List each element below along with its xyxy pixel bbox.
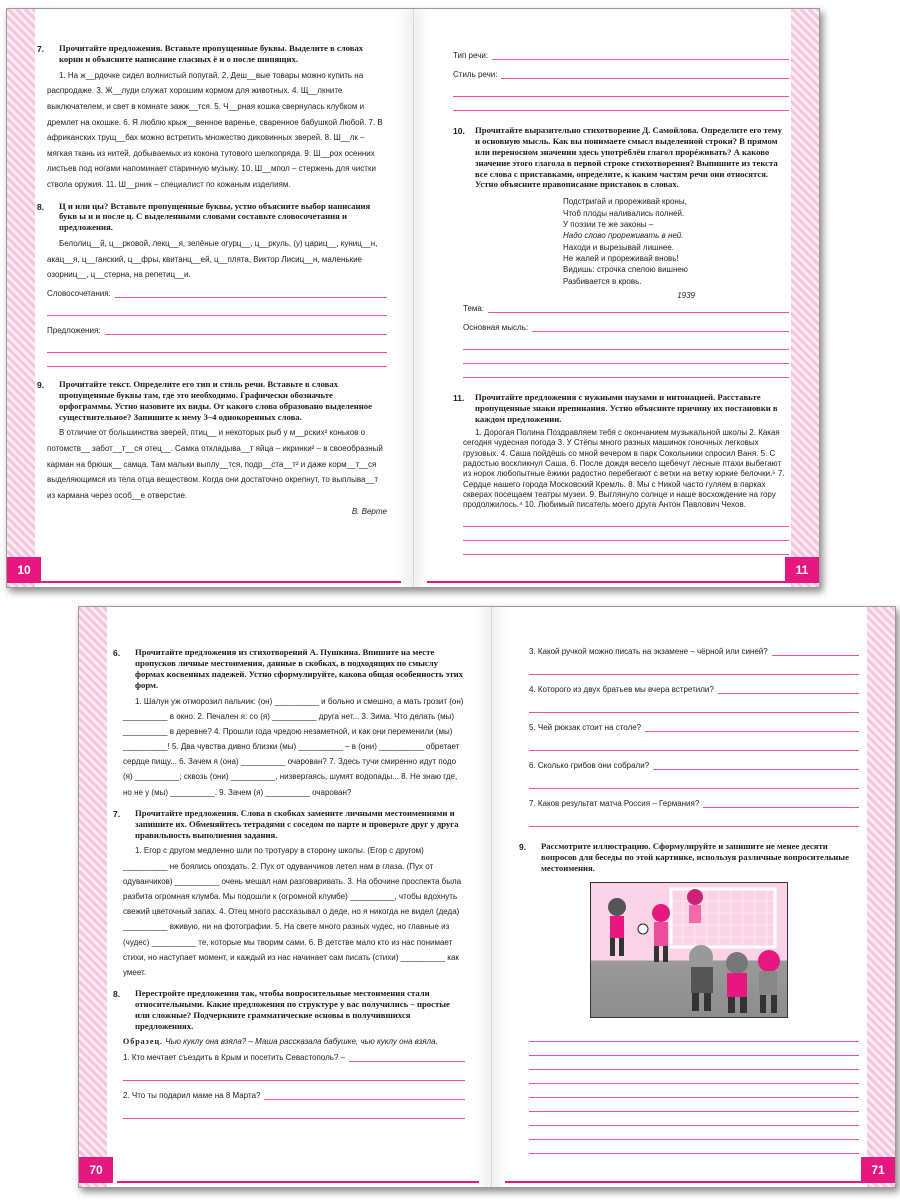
question-text: 4. Которого из двух братьев мы вчера встретили?	[529, 685, 714, 694]
right-margin-stripe	[867, 607, 895, 1187]
answer-line[interactable]	[463, 336, 789, 350]
exercise-number: 9.	[37, 379, 45, 390]
answer-line[interactable]	[123, 1068, 465, 1081]
exercise-text: Белолиц__й, ц__рковой, лекц__я, зелёные огурц__, ц__ркуль, (у) цариц__, куниц__н, акац__я, ц__ганский, ц__фры, квитанц__ей, ц__плята, Виктор Лисиц__н, маленькие озорниц__, ц__стерна, на репетиц__и.	[47, 239, 378, 280]
answer-line-phrases[interactable]	[47, 289, 387, 298]
sample-text: Чью куклу она взяла? – Маша рассказала бабушке, чью куклу она взяла.	[165, 1036, 438, 1046]
question-text: 7. Каков результат матча Россия – Германия?	[529, 799, 700, 808]
poem-line: Находи и вырезывай лишнее.	[563, 242, 674, 252]
exercise-number: 8.	[37, 201, 45, 212]
footer-rule	[427, 581, 785, 583]
exercise-11	[453, 392, 789, 555]
poem-line: У поэзии те же законы –	[563, 219, 654, 229]
question-3[interactable]	[529, 647, 859, 656]
exercise-7	[37, 43, 387, 193]
answer-line[interactable]	[529, 738, 859, 751]
exercise-7	[113, 808, 465, 980]
answer-line-type[interactable]	[453, 51, 789, 60]
answer-line[interactable]	[529, 1098, 859, 1112]
answer-line[interactable]	[47, 353, 387, 367]
footer-rule	[117, 1181, 479, 1183]
answer-label: Стиль речи:	[453, 70, 498, 79]
question-4[interactable]	[529, 685, 859, 694]
answer-line[interactable]	[463, 541, 789, 555]
answer-line[interactable]	[463, 527, 789, 541]
page-11	[453, 9, 789, 587]
exercise-task: Прочитайте предложения из стихотворений А. Пушкина. Впишите на месте пропусков личные местоимения, данные в скобках, в подходящих по смыслу формах косвенных падежей. Устно сформулируйте, какова общая особенность этих форм.	[135, 647, 463, 690]
poem-line: Не жалей и прореживай вновь!	[563, 254, 679, 264]
page-number-70: 70	[79, 1157, 113, 1183]
question-7[interactable]	[529, 799, 859, 808]
answer-line[interactable]	[453, 83, 789, 97]
textbook-spread-pages-70-71	[78, 606, 896, 1188]
text-author: В. Верте	[351, 507, 387, 517]
answer-line[interactable]	[463, 513, 789, 527]
exercise-number: 9.	[519, 842, 527, 852]
answer-line[interactable]	[463, 364, 789, 378]
answer-line[interactable]	[529, 1126, 859, 1140]
answer-label: Словосочетания:	[47, 288, 111, 298]
answer-line[interactable]	[529, 1056, 859, 1070]
answer-line[interactable]	[47, 339, 387, 353]
exercise-task: Прочитайте выразительно стихотворение Д. Самойлова. Определите его тему и основную мысль. Как вы понимаете смысл выделенной строки? В прямом или переносном значении здесь употреблён глагол прорéживать? А каково значение этого глагола в первой строке стихотворения? Выпишите из текста все слова с приставками, определите, к каким частям речи они относятся. Устно объясните правописание приставок в словах.	[475, 125, 782, 190]
answer-line-theme[interactable]	[463, 304, 789, 313]
exercise-6	[113, 647, 465, 800]
answer-line[interactable]	[529, 1042, 859, 1056]
left-margin-stripe	[7, 9, 35, 587]
answer-line[interactable]	[529, 662, 859, 675]
answer-line[interactable]	[463, 350, 789, 364]
poem-line: Видишь: строчка спелою вишнею	[563, 265, 688, 275]
answer-line[interactable]	[529, 1084, 859, 1098]
page-71	[519, 607, 859, 1187]
poem-line: Подстригай и прореживай кроны,	[563, 197, 687, 207]
question-2[interactable]	[123, 1091, 465, 1100]
exercise-8	[113, 988, 465, 1119]
question-text: 3. Какой ручкой можно писать на экзамене – чёрной или синей?	[529, 647, 768, 656]
poem-year: 1939	[677, 291, 695, 301]
answer-line-main-idea[interactable]	[463, 323, 789, 332]
exercise-task: Рассмотрите иллюстрацию. Сформулируйте и запишите не менее десяти вопросов для беседы по этой картинке, используя различные вопросительные местоимения.	[541, 841, 849, 873]
poem-line: Чтоб плоды наливались полней.	[563, 208, 685, 218]
answer-line[interactable]	[529, 700, 859, 713]
question-text: 1. Кто мечтает съездить в Крым и посетить Севастополь? –	[123, 1052, 346, 1062]
answer-label: Основная мысль:	[463, 323, 529, 333]
exercise-8	[37, 201, 387, 367]
page-10	[37, 9, 387, 587]
poem-line-highlighted: Надо слово прореживать в ней.	[563, 231, 684, 241]
exercise-text: 1. Егор с другом медленно шли по тротуару в сторону школы. (Егор с другом) __________ не боялись опоздать. 2. Пух от одуванчиков летел нам в глаза. (Пух от одуванчиков) __________ очень мешал нам разговаривать. 3. На обочине проспекта была разбита огромная клумба. Мы подошли к (огромной клумбе) __________, чтобы вдохнуть свежий цветочный запах. 4. Отец много рассказывал о деде, но я никогда не видел (деда) __________ вживую, ни на фотографии. 5. На свете много разных чудес, но главные из (чудес) __________ те, которые мы творим сами. 6. В детстве мало кто из нас понимает стихи, но наступает момент, и каждый из нас начинает сам писать (стихи) __________ как умеет.	[123, 846, 462, 977]
sample-sentence	[123, 1036, 465, 1047]
right-margin-stripe	[791, 9, 819, 587]
exercise-task: Перестройте предложения так, чтобы вопросительные местоимения стали относительными. Какие предложения по структуре у вас получились – простые или сложные? Подчеркните грамматические основы в получившихся предложениях.	[135, 988, 450, 1031]
exercise-task: Прочитайте текст. Определите его тип и стиль речи. Вставьте в словах пропущенные буквы там, где это необходимо. Графически обозначьте орфограммы. Устно назовите их виды. От какого слова образовано выделенное существительное? Запишите к нему 3–4 однокоренных слова.	[59, 378, 372, 422]
page-number-10: 10	[7, 557, 41, 583]
question-1[interactable]	[123, 1053, 465, 1062]
exercise-number: 7.	[113, 808, 121, 819]
football-scene-icon	[591, 883, 787, 1017]
footer-rule	[505, 1181, 861, 1183]
answer-label: Тема:	[463, 304, 485, 314]
exercise-task: Прочитайте предложения с нужными паузами и интонацией. Расставьте пропущенные знаки препинания. Устно объясните причину их постановки в каждом предложении.	[475, 392, 778, 424]
answer-line[interactable]	[529, 814, 859, 827]
exercise-number: 11.	[453, 393, 465, 404]
exercise-number: 7.	[37, 44, 45, 54]
answer-line[interactable]	[47, 302, 387, 316]
poem-line: Разбивается в кровь.	[563, 276, 642, 286]
question-text: 5. Чей рюкзак стоит на столе?	[529, 723, 642, 732]
answer-line-style[interactable]	[453, 70, 789, 79]
question-text: 6. Сколько грибов они собрали?	[529, 761, 650, 770]
poem	[563, 196, 789, 287]
answer-label: Тип речи:	[453, 51, 489, 60]
footer-rule	[41, 581, 401, 583]
exercise-number: 6.	[113, 648, 121, 658]
answer-line-sentences[interactable]	[47, 326, 387, 335]
answer-line[interactable]	[529, 776, 859, 789]
book-spine	[491, 607, 492, 1187]
left-margin-stripe	[79, 607, 107, 1187]
question-6[interactable]	[529, 761, 859, 770]
exercise-text: В отличие от большинства зверей, птиц__ и некоторых рыб у м__рских² коньков о потомств__ забот__т__ся отец__. Самка откладыва__т яйца – икринки² – в своеобразный карман на брюшк__ самца. Там мальки выплу__тся, подр__ста__т² и даже корм__т__ся выделяющимся из тела отца веществом. Когда они достаточно окрепнут, то выплыва__т из кармана через особ__е отверстие.	[47, 428, 383, 500]
answer-label: Предложения:	[47, 325, 101, 335]
answer-line[interactable]	[529, 1028, 859, 1042]
exercise-number: 8.	[113, 989, 121, 1000]
textbook-spread-pages-10-11	[6, 8, 820, 588]
exercise-number: 10.	[453, 126, 465, 136]
exercise-task: Прочитайте предложения. Вставьте пропущенные буквы. Выделите в словах корни и объясните написание гласных ё и о после шипящих.	[59, 43, 364, 64]
answer-line[interactable]	[123, 1106, 465, 1119]
book-spine	[413, 9, 414, 587]
answer-line[interactable]	[529, 1112, 859, 1126]
answer-line[interactable]	[529, 1070, 859, 1084]
page-70	[113, 607, 465, 1187]
exercise-10	[453, 125, 789, 378]
question-5[interactable]	[529, 723, 859, 732]
children-football-illustration	[590, 882, 788, 1018]
answer-line[interactable]	[529, 1140, 859, 1154]
exercise-text: 1. На ж__рдочке сидел волнистый попугай. 2. Деш__вые товары можно купить на распродаже. 3. Ж__луди служат хорошим кормом для животных. 4. Щ__лкните выключателем, и свет в комнате зажж__тся. 5. Ч__рная кошка свернулась клубком и дремлет на окошке. 6. Я люблю крыж__венное варенье, сваренное бабушкой Любой. 7. В африканских трущ__бах можно встретить множество диковинных зверей. 8. Ш__лк – мягкая ткань из нитей, добываемых из кокона тутового шелкопряда. 9. Ш__рох осенних листьев под ногами напоминает старинную музыку. 10. Ш__мпол – стержень для чистки ствола оружия. 11. Ш__рник – специалист по кожаным изделиям.	[47, 70, 383, 189]
sample-label: Образец.	[123, 1036, 164, 1046]
exercise-text: 1. Дорогая Полина Поздравляем тебя с окончанием музыкальной школы 2. Какая сегодня чудесная погода 3. У Стёпы много разных машинок гоночных легковых грузовых. 4. Саша пойдёшь со мной вечером в парк Сокольники спросил Ваня. 5. С радостью воскликнул Саша. 6. После дождя весело щебечут лесные птахи выбегают из норок любопытные ёжики радостно перебегают с ветки на ветку юркие белочки.⁵ 7. Сердце нашего города Московский Кремль. 8. Мы с Никой часто гуляем в парках скверах посещаем театры музеи. 9. Выглянуло солнце и наше восхождение на гору продолжилось.⁴ 10. Любимый писатель моего друга Антон Павлович Чехов.	[463, 427, 785, 510]
exercise-task: Прочитайте предложения. Слова в скобках замените личными местоимениями и запишите их. Обменяйтесь тетрадями с соседом по парте и проверьте друг у друга правильность выполнения задания.	[135, 807, 459, 840]
exercise-9	[37, 379, 387, 516]
question-text: 2. Что ты подарил маме на 8 Марта?	[123, 1090, 261, 1100]
exercise-task: Ц и или цы? Вставьте пропущенные буквы, устно объясните выбор написания букв ы и и после ц. С выделенными словами составьте словосочетания и предложения.	[59, 200, 371, 233]
exercise-text: 1. Шалун уж отморозил пальчик: (он) __________ и больно и смешно, а мать грозит (он) __________ в окно. 2. Печален я: со (я) __________ друга нет... 3. Зима. Что делать (мы) __________ в деревне? 4. Прошли года чредою незаметной, и как они переменили (мы) __________! 5. Два чувства дивно близки (мы) __________ – в (они) __________ обретает сердце пищу... 6. Зачем я (она) __________ очарован? 7. Здесь тучи смиренно идут подо (я) __________; сквозь (они) __________, низвергаясь, шумят водопады... 8. Не знаю где, но не у (мы) __________. 9. Зачем (я) __________ очарован?	[123, 696, 464, 797]
page-number-71: 71	[861, 1157, 895, 1183]
answer-line[interactable]	[453, 97, 789, 111]
exercise-9	[519, 841, 859, 1154]
page-number-11: 11	[785, 557, 819, 583]
